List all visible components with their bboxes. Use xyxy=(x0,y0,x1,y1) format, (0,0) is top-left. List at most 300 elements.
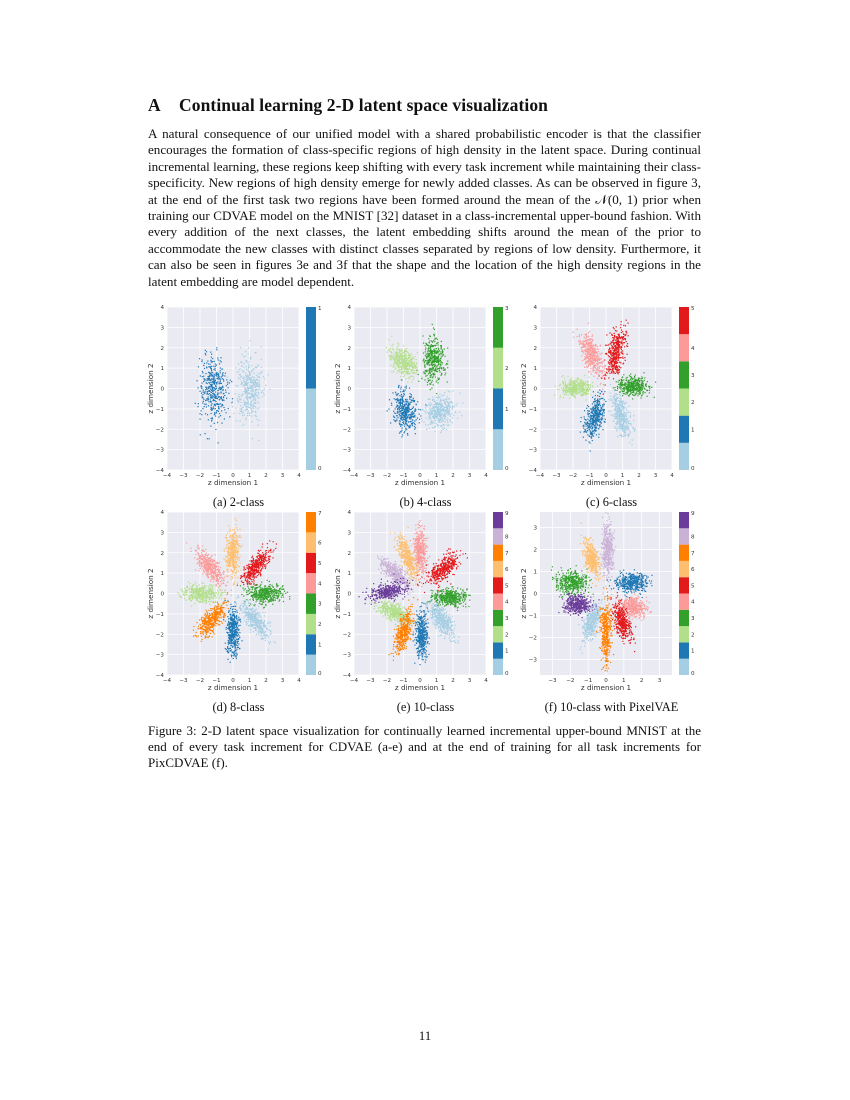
scatter-point xyxy=(449,405,450,406)
scatter-point xyxy=(401,418,402,419)
scatter-point xyxy=(405,387,406,388)
scatter-point xyxy=(644,380,645,381)
scatter-point xyxy=(617,426,618,427)
scatter-point xyxy=(583,428,584,429)
scatter-point xyxy=(256,419,257,420)
scatter-point xyxy=(414,372,415,373)
scatter-point xyxy=(211,403,212,404)
scatter-point xyxy=(597,415,598,416)
scatter-point xyxy=(605,345,606,346)
scatter-point xyxy=(432,384,433,385)
scatter-point xyxy=(563,390,564,391)
scatter-point xyxy=(442,399,443,400)
scatter-point xyxy=(594,404,595,405)
scatter-point xyxy=(204,406,205,407)
scatter-point xyxy=(393,344,394,345)
scatter-point xyxy=(246,375,247,376)
scatter-point xyxy=(220,415,221,416)
scatter-point xyxy=(244,356,245,357)
scatter-point xyxy=(402,427,403,428)
scatter-point xyxy=(460,392,461,393)
scatter-point xyxy=(240,361,241,362)
x-tick-label: −1 xyxy=(585,473,594,479)
scatter-point xyxy=(436,413,437,414)
scatter-point xyxy=(626,341,627,342)
scatter-point xyxy=(215,404,216,405)
scatter-point xyxy=(221,423,222,424)
scatter-point xyxy=(400,413,401,414)
scatter-point xyxy=(412,373,413,374)
scatter-point xyxy=(622,388,623,389)
scatter-point xyxy=(240,399,241,400)
scatter-point xyxy=(612,337,613,338)
scatter-point xyxy=(228,393,229,394)
scatter-point xyxy=(596,353,597,354)
scatter-point xyxy=(410,421,411,422)
scatter-point xyxy=(404,375,405,376)
scatter-point xyxy=(434,361,435,362)
scatter-point xyxy=(640,389,641,390)
scatter-point xyxy=(409,399,410,400)
scatter-point xyxy=(586,392,587,393)
scatter-point xyxy=(205,353,206,354)
scatter-point xyxy=(251,365,252,366)
scatter-point xyxy=(260,373,261,374)
scatter-point xyxy=(613,387,614,388)
y-tick-label: 1 xyxy=(160,366,164,373)
colorbar-tick-label: 3 xyxy=(505,306,509,312)
scatter-point xyxy=(251,421,252,422)
scatter-point xyxy=(626,345,627,346)
scatter-point xyxy=(397,409,398,410)
y-tick-label: −4 xyxy=(342,468,351,474)
scatter-point xyxy=(600,377,601,378)
scatter-point xyxy=(210,367,211,368)
scatter-point xyxy=(619,336,620,337)
scatter-point xyxy=(597,361,598,362)
scatter-point xyxy=(442,415,443,416)
scatter-point xyxy=(206,404,207,405)
scatter-point xyxy=(218,407,219,408)
scatter-point xyxy=(411,424,412,425)
scatter-point xyxy=(604,368,605,369)
scatter-point xyxy=(446,405,447,406)
scatter-point xyxy=(622,380,623,381)
scatter-point xyxy=(252,438,253,439)
scatter-point xyxy=(592,369,593,370)
scatter-point xyxy=(564,388,565,389)
scatter-point xyxy=(426,371,427,372)
scatter-point xyxy=(560,384,561,385)
scatter-point xyxy=(408,360,409,361)
scatter-point xyxy=(400,408,401,409)
scatter-point xyxy=(428,404,429,405)
scatter-point xyxy=(247,406,248,407)
scatter-point xyxy=(588,361,589,362)
scatter-point xyxy=(587,434,588,435)
scatter-point xyxy=(427,405,428,406)
section-number: A xyxy=(148,95,161,115)
scatter-point xyxy=(225,412,226,413)
scatter-point xyxy=(616,381,617,382)
scatter-point xyxy=(248,354,249,355)
scatter-point xyxy=(591,354,592,355)
scatter-point xyxy=(213,366,214,367)
scatter-point xyxy=(425,355,426,356)
scatter-point xyxy=(216,347,217,348)
scatter-point xyxy=(626,332,627,333)
scatter-point xyxy=(427,384,428,385)
scatter-point xyxy=(208,394,209,395)
scatter-point xyxy=(601,398,602,399)
scatter-point xyxy=(448,415,449,416)
scatter-point xyxy=(403,391,404,392)
scatter-point xyxy=(261,367,262,368)
scatter-point xyxy=(427,364,428,365)
scatter-point xyxy=(411,369,412,370)
scatter-point xyxy=(208,378,209,379)
scatter-point xyxy=(397,353,398,354)
scatter-point xyxy=(438,352,439,353)
scatter-point xyxy=(433,340,434,341)
scatter-point xyxy=(418,374,419,375)
scatter-point xyxy=(630,412,631,413)
scatter-point xyxy=(250,402,251,403)
scatter-point xyxy=(606,372,607,373)
scatter-point xyxy=(211,408,212,409)
scatter-point xyxy=(592,430,593,431)
scatter-point xyxy=(209,376,210,377)
x-tick-label: 1 xyxy=(620,473,625,479)
scatter-point xyxy=(649,388,650,389)
x-tick-label: −4 xyxy=(349,473,359,479)
scatter-point xyxy=(222,378,223,379)
scatter-point xyxy=(401,436,402,437)
scatter-point xyxy=(216,349,217,350)
scatter-point xyxy=(429,370,430,371)
scatter-point xyxy=(445,416,446,417)
scatter-point xyxy=(572,389,573,390)
scatter-point xyxy=(424,379,425,380)
scatter-point xyxy=(430,375,431,376)
scatter-point xyxy=(428,353,429,354)
scatter-point xyxy=(639,381,640,382)
scatter-point xyxy=(595,407,596,408)
scatter-point xyxy=(201,414,202,415)
scatter-point xyxy=(219,363,220,364)
scatter-point xyxy=(241,409,242,410)
scatter-point xyxy=(608,361,609,362)
scatter-point xyxy=(580,380,581,381)
scatter-point xyxy=(214,378,215,379)
scatter-point xyxy=(215,398,216,399)
scatter-point xyxy=(411,400,412,401)
scatter-point xyxy=(588,363,589,364)
scatter-point xyxy=(245,393,246,394)
scatter-point xyxy=(434,416,435,417)
scatter-point xyxy=(595,413,596,414)
scatter-point xyxy=(585,423,586,424)
scatter-point xyxy=(409,408,410,409)
scatter-point xyxy=(638,378,639,379)
scatter-point xyxy=(641,382,642,383)
scatter-point xyxy=(218,373,219,374)
scatter-point xyxy=(211,389,212,390)
scatter-point xyxy=(206,393,207,394)
y-tick-label: 3 xyxy=(533,325,537,332)
scatter-point xyxy=(436,361,437,362)
scatter-point xyxy=(590,368,591,369)
scatter-point xyxy=(599,359,600,360)
scatter-point xyxy=(625,392,626,393)
scatter-point xyxy=(230,380,231,381)
scatter-point xyxy=(440,412,441,413)
scatter-point xyxy=(595,359,596,360)
scatter-point xyxy=(204,392,205,393)
scatter-point xyxy=(245,385,246,386)
scatter-point xyxy=(214,393,215,394)
scatter-point xyxy=(596,348,597,349)
scatter-point xyxy=(563,393,564,394)
scatter-point xyxy=(207,414,208,415)
scatter-point xyxy=(612,342,613,343)
scatter-point xyxy=(441,341,442,342)
scatter-point xyxy=(616,356,617,357)
scatter-point xyxy=(571,380,572,381)
scatter-point xyxy=(243,380,244,381)
scatter-point xyxy=(436,417,437,418)
scatter-point xyxy=(623,336,624,337)
scatter-point xyxy=(401,379,402,380)
scatter-point xyxy=(440,348,441,349)
scatter-point xyxy=(436,366,437,367)
scatter-point xyxy=(635,375,636,376)
scatter-point xyxy=(405,359,406,360)
scatter-point xyxy=(392,348,393,349)
scatter-point xyxy=(396,419,397,420)
scatter-point xyxy=(570,389,571,390)
scatter-point xyxy=(441,415,442,416)
scatter-point xyxy=(444,409,445,410)
scatter-point xyxy=(586,408,587,409)
scatter-point xyxy=(222,390,223,391)
scatter-point xyxy=(216,403,217,404)
scatter-point xyxy=(409,388,410,389)
scatter-point xyxy=(564,386,565,387)
scatter-point xyxy=(414,423,415,424)
scatter-point xyxy=(410,402,411,403)
scatter-point xyxy=(438,415,439,416)
scatter-point xyxy=(247,403,248,404)
scatter-point xyxy=(219,399,220,400)
scatter-point xyxy=(615,363,616,364)
scatter-point xyxy=(626,423,627,424)
scatter-point xyxy=(250,359,251,360)
scatter-point xyxy=(256,384,257,385)
scatter-point xyxy=(569,384,570,385)
scatter-point xyxy=(211,357,212,358)
scatter-point xyxy=(210,360,211,361)
scatter-point xyxy=(618,381,619,382)
scatter-point xyxy=(589,430,590,431)
scatter-point xyxy=(608,377,609,378)
scatter-point xyxy=(242,382,243,383)
scatter-point xyxy=(429,360,430,361)
scatter-point xyxy=(641,376,642,377)
scatter-point xyxy=(213,390,214,391)
scatter-point xyxy=(205,413,206,414)
scatter-point xyxy=(585,357,586,358)
scatter-point xyxy=(210,398,211,399)
scatter-point xyxy=(249,340,250,341)
scatter-point xyxy=(426,360,427,361)
scatter-point xyxy=(612,335,613,336)
scatter-point xyxy=(581,334,582,335)
scatter-point xyxy=(258,398,259,399)
scatter-point xyxy=(601,410,602,411)
scatter-point xyxy=(435,406,436,407)
scatter-point xyxy=(597,369,598,370)
scatter-point xyxy=(436,397,437,398)
scatter-point xyxy=(257,401,258,402)
scatter-point xyxy=(439,370,440,371)
scatter-point xyxy=(225,373,226,374)
scatter-point xyxy=(449,403,450,404)
scatter-point xyxy=(396,415,397,416)
scatter-point xyxy=(433,351,434,352)
scatter-point xyxy=(591,436,592,437)
scatter-point xyxy=(554,394,555,395)
scatter-point xyxy=(610,343,611,344)
scatter-point xyxy=(212,381,213,382)
scatter-point xyxy=(627,343,628,344)
scatter-point xyxy=(611,414,612,415)
scatter-point xyxy=(406,378,407,379)
scatter-point xyxy=(403,417,404,418)
scatter-point xyxy=(593,415,594,416)
scatter-point xyxy=(393,354,394,355)
scatter-point xyxy=(571,388,572,389)
scatter-point xyxy=(402,362,403,363)
scatter-point xyxy=(434,422,435,423)
scatter-point xyxy=(238,363,239,364)
scatter-point xyxy=(559,389,560,390)
scatter-point xyxy=(412,408,413,409)
scatter-point xyxy=(589,352,590,353)
scatter-point xyxy=(221,391,222,392)
scatter-point xyxy=(584,410,585,411)
scatter-point xyxy=(401,430,402,431)
scatter-point xyxy=(437,378,438,379)
scatter-point xyxy=(611,361,612,362)
scatter-point xyxy=(592,434,593,435)
scatter-point xyxy=(402,355,403,356)
scatter-point xyxy=(630,376,631,377)
scatter-point xyxy=(626,389,627,390)
scatter-point xyxy=(594,421,595,422)
scatter-point xyxy=(440,365,441,366)
scatter-point xyxy=(592,423,593,424)
scatter-point xyxy=(218,397,219,398)
scatter-point xyxy=(598,420,599,421)
y-axis-label: z dimension 2 xyxy=(146,363,155,414)
scatter-point xyxy=(571,394,572,395)
scatter-point xyxy=(642,381,643,382)
scatter-point xyxy=(437,424,438,425)
scatter-point xyxy=(603,411,604,412)
scatter-point xyxy=(214,400,215,401)
scatter-point xyxy=(245,406,246,407)
scatter-point xyxy=(214,405,215,406)
scatter-point xyxy=(224,395,225,396)
scatter-point xyxy=(599,403,600,404)
scatter-point xyxy=(431,423,432,424)
scatter-point xyxy=(406,351,407,352)
scatter-point xyxy=(430,402,431,403)
scatter-point xyxy=(450,401,451,402)
scatter-point xyxy=(622,390,623,391)
scatter-point xyxy=(629,442,630,443)
scatter-point xyxy=(439,394,440,395)
y-tick-label: 3 xyxy=(347,325,351,332)
scatter-point xyxy=(592,397,593,398)
scatter-point xyxy=(241,366,242,367)
scatter-point xyxy=(399,356,400,357)
scatter-point xyxy=(604,391,605,392)
scatter-point xyxy=(406,423,407,424)
scatter-point xyxy=(600,411,601,412)
scatter-point xyxy=(204,380,205,381)
scatter-point xyxy=(596,434,597,435)
scatter-point xyxy=(241,408,242,409)
scatter-point xyxy=(585,358,586,359)
scatter-point xyxy=(619,353,620,354)
scatter-point xyxy=(398,411,399,412)
y-tick-label: −3 xyxy=(155,447,164,454)
scatter-point xyxy=(418,381,419,382)
scatter-point xyxy=(401,350,402,351)
scatter-point xyxy=(412,423,413,424)
scatter-point xyxy=(236,420,237,421)
scatter-point xyxy=(219,387,220,388)
scatter-point xyxy=(436,381,437,382)
scatter-point xyxy=(257,408,258,409)
scatter-point xyxy=(446,363,447,364)
scatter-point xyxy=(224,375,225,376)
scatter-point xyxy=(409,426,410,427)
scatter-point xyxy=(435,352,436,353)
scatter-plot xyxy=(332,305,519,493)
scatter-point xyxy=(215,391,216,392)
scatter-point xyxy=(431,370,432,371)
scatter-point xyxy=(407,366,408,367)
scatter-point xyxy=(595,405,596,406)
scatter-point xyxy=(399,406,400,407)
scatter-point xyxy=(217,393,218,394)
scatter-point xyxy=(597,360,598,361)
scatter-point xyxy=(221,410,222,411)
scatter-point xyxy=(426,406,427,407)
scatter-point xyxy=(598,362,599,363)
scatter-point xyxy=(412,367,413,368)
y-tick-label: 1 xyxy=(347,366,351,373)
section-title: Continual learning 2-D latent space visualization xyxy=(179,95,549,115)
colorbar-tick-label: 1 xyxy=(318,306,322,312)
scatter-point xyxy=(613,421,614,422)
scatter-point xyxy=(216,376,217,377)
scatter-point xyxy=(211,366,212,367)
scatter-point xyxy=(595,367,596,368)
